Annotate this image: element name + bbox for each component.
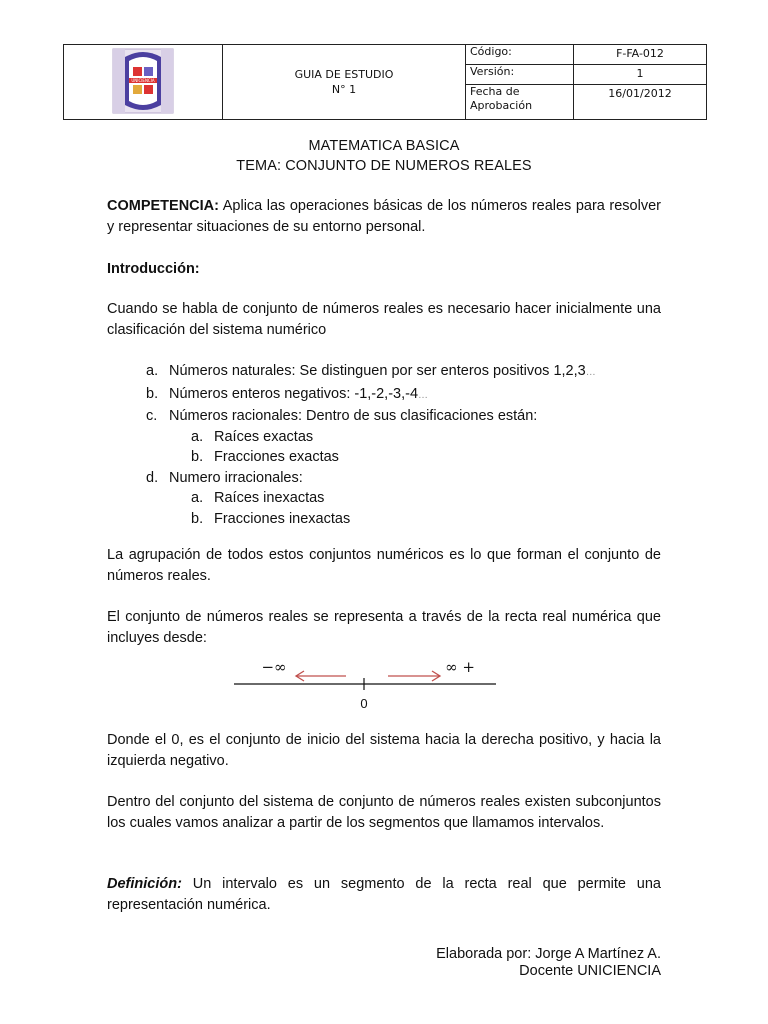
code-label: Código: xyxy=(466,45,574,65)
version-label: Versión: xyxy=(466,64,574,84)
list-item xyxy=(146,406,646,468)
signature-block xyxy=(436,946,661,980)
approval-date-label: Fecha de Aprobación xyxy=(466,84,574,119)
logo-text: UNICIENCIA xyxy=(131,77,155,83)
representa-paragraph: El conjunto de números reales se representa a través de la recta real numérica que incluyes desde: xyxy=(107,609,661,646)
sub-list-marker: b. xyxy=(191,449,204,465)
list-item-text: Números racionales: Dentro de sus clasificaciones están: xyxy=(169,408,538,424)
guide-number: N° 1 xyxy=(331,83,357,96)
definicion-paragraph xyxy=(107,874,661,915)
approval-date-value: 16/01/2012 xyxy=(574,84,707,119)
document-titles xyxy=(0,136,768,176)
sub-list-marker: a. xyxy=(191,490,204,506)
list-item-text: Números enteros negativos: -1,-2,-3,-4 xyxy=(169,385,419,402)
competencia-text: Aplica las operaciones básicas de los números reales para resolver y representar situaciones de su entorno personal. xyxy=(107,198,661,235)
list-item-text: Numero irracionales: xyxy=(169,469,303,486)
sub-list-item xyxy=(191,509,646,530)
number-classification-list xyxy=(146,361,646,529)
sub-list-marker: a. xyxy=(191,428,204,445)
intro-heading-text: Introducción: xyxy=(107,261,200,277)
sub-list-item xyxy=(191,427,646,448)
real-number-line xyxy=(228,652,504,714)
sub-list-item xyxy=(191,447,646,468)
sub-list-item-text: Raíces exactas xyxy=(214,428,314,445)
dentro-paragraph: Dentro del conjunto del sistema de conjunto de números reales existen subconjuntos los cuales vamos analizar a partir de los segmentos que llamamos intervalos. xyxy=(107,794,661,831)
list-item xyxy=(146,384,646,407)
author-line: Elaborada por: Jorge A Martínez A. xyxy=(436,946,661,962)
sub-list xyxy=(169,427,646,468)
guide-title-cell xyxy=(223,45,466,120)
ellipsis: … xyxy=(585,367,596,378)
zero-label: 0 xyxy=(360,696,368,711)
competencia-label: COMPETENCIA: xyxy=(107,198,219,214)
sub-list-marker: b. xyxy=(191,510,204,527)
ellipsis: … xyxy=(418,389,429,401)
competencia-paragraph xyxy=(107,196,661,237)
list-marker: d. xyxy=(146,469,159,486)
right-arrow-icon xyxy=(388,671,440,681)
list-marker: b. xyxy=(146,385,159,402)
definicion-label: Definición: xyxy=(107,876,182,892)
negative-infinity-label: −∞ xyxy=(261,658,287,676)
sub-list xyxy=(169,488,646,529)
version-value: 1 xyxy=(574,64,707,84)
list-marker: c. xyxy=(146,408,158,424)
logo-cell xyxy=(64,45,223,120)
uniciencia-logo xyxy=(111,47,175,115)
author-role: Docente UNICIENCIA xyxy=(519,963,661,979)
sub-list-item xyxy=(191,488,646,509)
sub-list-item-text: Fracciones exactas xyxy=(214,449,339,465)
sub-list-item-text: Fracciones inexactas xyxy=(214,510,351,527)
left-arrow-icon xyxy=(296,671,346,681)
intro-heading xyxy=(107,259,661,280)
list-item xyxy=(146,361,646,384)
code-value: F-FA-012 xyxy=(574,45,707,65)
definicion-text: Un intervalo es un segmento de la recta real que permite una representación numérica. xyxy=(107,876,662,913)
topic-title: TEMA: CONJUNTO DE NUMEROS REALES xyxy=(236,158,532,174)
list-marker: a. xyxy=(146,363,159,379)
intro-paragraph: Cuando se habla de conjunto de números reales es necesario hacer inicialmente una clasificación del sistema numérico xyxy=(107,301,661,338)
list-item xyxy=(146,468,646,530)
agrupacion-paragraph: La agrupación de todos estos conjuntos numéricos es lo que forman el conjunto de números reales. xyxy=(107,547,661,584)
donde-paragraph: Donde el 0, es el conjunto de inicio del sistema hacia la derecha positivo, y hacia la izquierda negativo. xyxy=(107,732,661,769)
guide-title: GUIA DE ESTUDIO xyxy=(294,68,394,81)
sub-list-item-text: Raíces inexactas xyxy=(214,490,325,506)
list-item-text: Números naturales: Se distinguen por ser enteros positivos 1,2,3 xyxy=(169,363,586,379)
course-title: MATEMATICA BASICA xyxy=(308,138,460,154)
positive-infinity-label: ∞ + xyxy=(445,658,475,676)
header-table xyxy=(63,44,707,120)
